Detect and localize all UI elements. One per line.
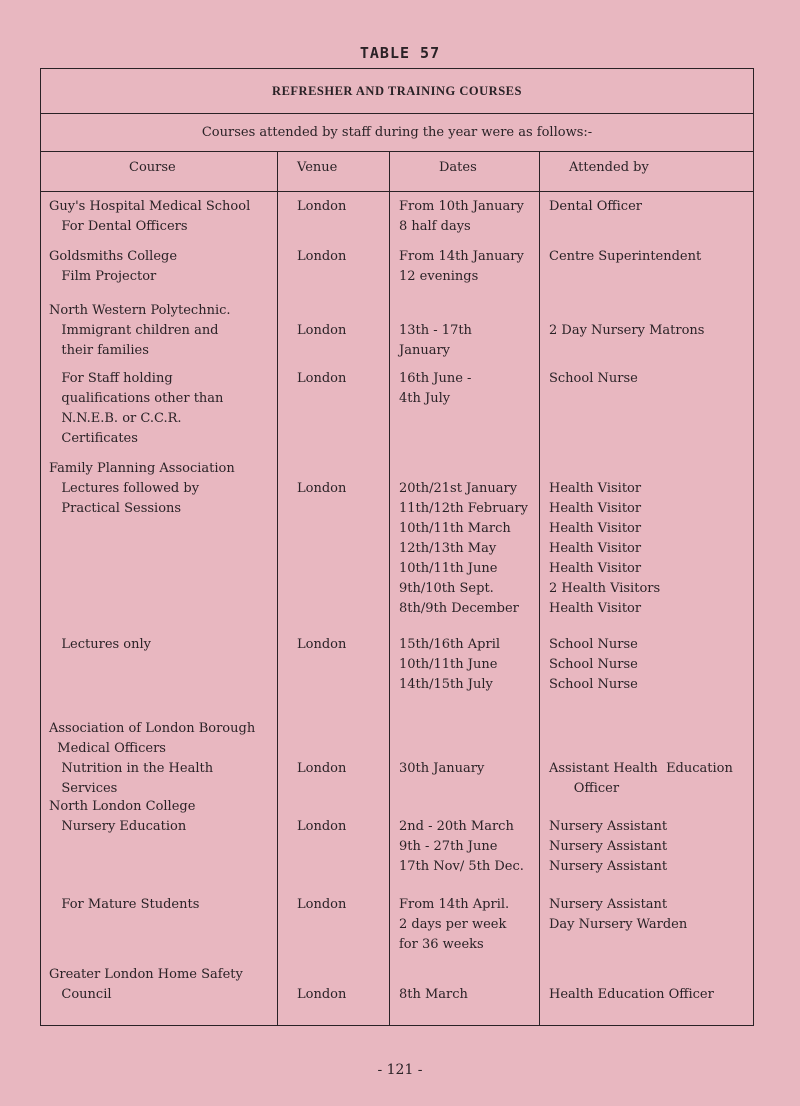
cell-line: 20th/21st January: [399, 481, 518, 496]
cell-line: [297, 965, 346, 985]
cell-line: For Mature Students: [49, 897, 200, 912]
cell-line: [549, 719, 733, 739]
cell-line: Association of London Borough: [49, 721, 256, 736]
cell-line: London: [297, 481, 347, 496]
cell-line: Goldsmiths College: [49, 249, 178, 264]
column-header-dates: Dates: [439, 160, 477, 175]
table-cell-venue: [297, 719, 346, 779]
cell-line: From 14th January: [399, 249, 524, 264]
table-cell-course: [49, 797, 195, 837]
cell-line: [399, 719, 484, 739]
table-cell-attended: [549, 895, 687, 935]
cell-line: Nursery Assistant: [549, 839, 668, 854]
table-cell-venue: [297, 965, 346, 1005]
cell-line: London: [297, 897, 347, 912]
cell-line: Immigrant children and: [49, 323, 219, 338]
table-number: TABLE 57: [359, 44, 441, 62]
table-cell-course: [49, 719, 255, 799]
cell-line: London: [297, 637, 347, 652]
cell-line: 13th - 17th: [399, 323, 472, 338]
column-divider: [539, 151, 540, 1025]
table-cell-venue: [297, 369, 346, 389]
cell-line: 11th/12th February: [399, 501, 529, 516]
cell-line: 9th - 27th June: [399, 839, 498, 854]
cell-line: [399, 797, 524, 817]
table-cell-venue: [297, 895, 346, 915]
cell-line: School Nurse: [549, 657, 638, 672]
table-cell-dates: [399, 797, 524, 877]
cell-line: 2 Health Visitors: [549, 581, 661, 596]
table-cell-attended: [549, 197, 642, 217]
cell-line: [297, 797, 346, 817]
cell-line: 12 evenings: [399, 269, 479, 284]
table-cell-course: [49, 247, 177, 287]
table-cell-dates: [399, 965, 468, 1005]
table-cell-dates: [399, 197, 524, 237]
cell-line: their families: [49, 343, 149, 358]
page-number: - 121 -: [377, 1062, 423, 1078]
table-cell-venue: [297, 247, 346, 267]
cell-line: qualifications other than: [49, 391, 224, 406]
table-cell-attended: [549, 301, 704, 341]
cell-line: Nursery Education: [49, 819, 187, 834]
cell-line: Certificates: [49, 431, 138, 446]
cell-line: 16th June -: [399, 371, 472, 386]
cell-line: London: [297, 761, 347, 776]
table-cell-dates: [399, 895, 509, 955]
cell-line: Day Nursery Warden: [549, 917, 688, 932]
column-header-venue: Venue: [297, 160, 338, 175]
cell-line: Film Projector: [49, 269, 157, 284]
column-header-course: Course: [129, 160, 176, 175]
cell-line: London: [297, 987, 347, 1002]
table-cell-dates: [399, 369, 471, 409]
cell-line: [297, 739, 346, 759]
cell-line: 2 Day Nursery Matrons: [549, 323, 705, 338]
cell-line: Nursery Assistant: [549, 897, 668, 912]
cell-line: 17th Nov/ 5th Dec.: [399, 859, 524, 874]
cell-line: Services: [49, 781, 118, 796]
cell-line: London: [297, 249, 347, 264]
cell-line: [549, 797, 667, 817]
table-cell-venue: [297, 797, 346, 837]
table-cell-course: [49, 895, 199, 915]
cell-line: London: [297, 199, 347, 214]
table-cell-venue: [297, 197, 346, 217]
cell-line: [297, 719, 346, 739]
cell-line: Centre Superintendent: [549, 249, 702, 264]
table-cell-attended: [549, 459, 660, 619]
cell-line: January: [399, 343, 451, 358]
cell-line: 9th/10th Sept.: [399, 581, 494, 596]
cell-line: For Dental Officers: [49, 219, 188, 234]
table-cell-dates: [399, 719, 484, 779]
cell-line: [399, 301, 472, 321]
table-cell-course: [49, 301, 231, 361]
cell-line: N.N.E.B. or C.C.R.: [49, 411, 182, 426]
table-cell-course: [49, 965, 243, 1005]
cell-line: [549, 739, 733, 759]
cell-line: for 36 weeks: [399, 937, 484, 952]
table-subtitle: Courses attended by staff during the year were as follows:-: [41, 113, 753, 152]
cell-line: [549, 301, 704, 321]
cell-line: Health Education Officer: [549, 987, 714, 1002]
cell-line: 4th July: [399, 391, 451, 406]
cell-line: 10th/11th June: [399, 561, 498, 576]
table-cell-course: [49, 197, 250, 237]
cell-line: [399, 965, 468, 985]
cell-line: [297, 301, 346, 321]
cell-line: Guy's Hospital Medical School: [49, 199, 251, 214]
cell-line: 12th/13th May: [399, 541, 497, 556]
cell-line: Health Visitor: [549, 601, 642, 616]
cell-line: North Western Polytechnic.: [49, 303, 231, 318]
cell-line: Greater London Home Safety: [49, 967, 243, 982]
table-cell-course: [49, 635, 151, 655]
table-cell-course: [49, 369, 223, 449]
table-cell-venue: [297, 635, 346, 655]
cell-line: From 10th January: [399, 199, 524, 214]
table-cell-venue: [297, 301, 346, 341]
cell-line: Lectures only: [49, 637, 152, 652]
cell-line: Dental Officer: [549, 199, 642, 214]
column-header-attended: Attended by: [569, 160, 649, 175]
cell-line: School Nurse: [549, 677, 638, 692]
courses-table: [40, 68, 754, 1026]
table-cell-attended: [549, 247, 701, 267]
cell-line: Council: [49, 987, 112, 1002]
cell-line: 30th January: [399, 761, 485, 776]
cell-line: Health Visitor: [549, 561, 642, 576]
cell-line: Health Visitor: [549, 481, 642, 496]
table-cell-attended: [549, 369, 638, 389]
table-cell-dates: [399, 459, 528, 619]
cell-line: School Nurse: [549, 371, 638, 386]
cell-line: Nutrition in the Health: [49, 761, 214, 776]
cell-line: 10th/11th March: [399, 521, 511, 536]
table-cell-attended: [549, 719, 733, 799]
cell-line: 10th/11th June: [399, 657, 498, 672]
column-divider: [277, 151, 278, 1025]
cell-line: For Staff holding: [49, 371, 173, 386]
cell-line: Health Visitor: [549, 541, 642, 556]
cell-line: From 14th April.: [399, 897, 510, 912]
cell-line: [399, 459, 528, 479]
cell-line: Officer: [549, 781, 620, 796]
cell-line: 14th/15th July: [399, 677, 493, 692]
cell-line: London: [297, 819, 347, 834]
cell-line: 2nd - 20th March: [399, 819, 514, 834]
cell-line: [399, 739, 484, 759]
table-cell-venue: [297, 459, 346, 499]
cell-line: 8 half days: [399, 219, 471, 234]
table-cell-dates: [399, 301, 472, 361]
cell-line: Medical Officers: [49, 741, 166, 756]
table-cell-dates: [399, 635, 500, 695]
cell-line: [549, 459, 660, 479]
cell-line: Health Visitor: [549, 501, 642, 516]
cell-line: North London College: [49, 799, 196, 814]
cell-line: London: [297, 371, 347, 386]
cell-line: London: [297, 323, 347, 338]
cell-line: Assistant Health Education: [549, 761, 733, 776]
column-header-row: [41, 151, 753, 192]
cell-line: 15th/16th April: [399, 637, 501, 652]
cell-line: Health Visitor: [549, 521, 642, 536]
cell-line: School Nurse: [549, 637, 638, 652]
cell-line: 8th March: [399, 987, 468, 1002]
cell-line: Practical Sessions: [49, 501, 182, 516]
cell-line: Nursery Assistant: [549, 859, 668, 874]
cell-line: 8th/9th December: [399, 601, 519, 616]
table-cell-attended: [549, 797, 667, 877]
table-title: REFRESHER AND TRAINING COURSES: [41, 69, 753, 114]
cell-line: Family Planning Association: [49, 461, 235, 476]
column-divider: [389, 151, 390, 1025]
table-cell-course: [49, 459, 235, 519]
cell-line: Lectures followed by: [49, 481, 200, 496]
table-cell-dates: [399, 247, 524, 287]
cell-line: [297, 459, 346, 479]
table-cell-attended: [549, 635, 638, 695]
cell-line: Nursery Assistant: [549, 819, 668, 834]
table-cell-attended: [549, 965, 714, 1005]
cell-line: [549, 965, 714, 985]
cell-line: 2 days per week: [399, 917, 507, 932]
